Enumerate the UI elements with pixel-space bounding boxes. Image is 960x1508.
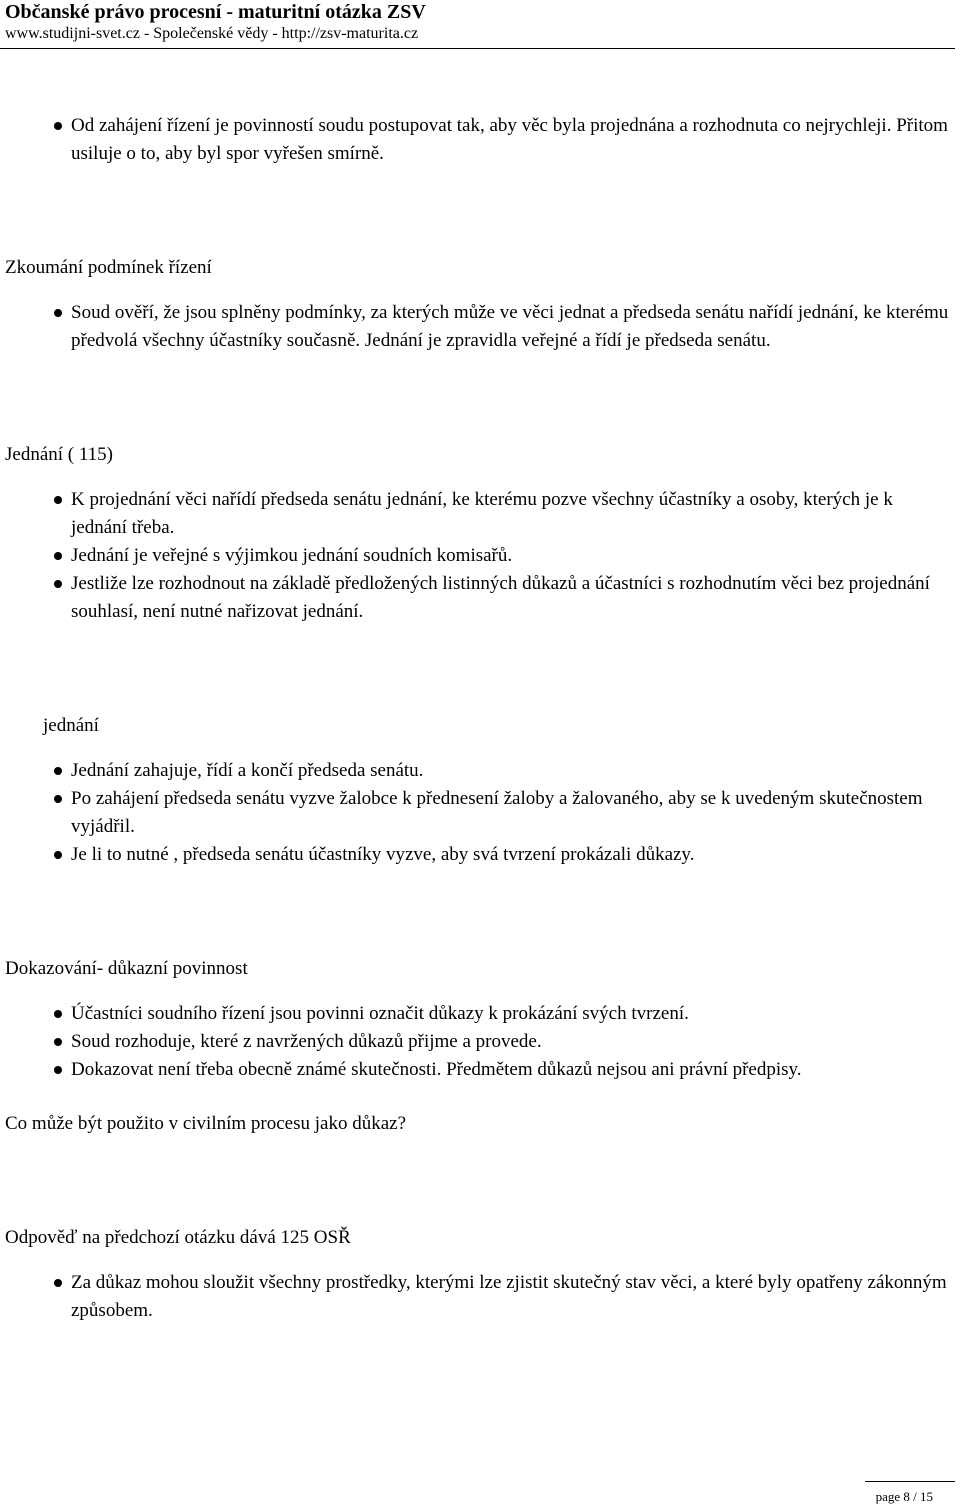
hearing-list — [5, 757, 950, 869]
document-title: Občanské právo procesní - maturitní otázka ZSV — [5, 1, 426, 23]
list-item: Účastníci soudního řízení jsou povinni označit důkazy k prokázání svých tvrzení. — [5, 1000, 950, 1028]
list-item: Dokazovat není třeba obecně známé skutečnosti. Předmětem důkazů nejsou ani právní předpisy. — [5, 1056, 950, 1084]
answer-list — [5, 1269, 950, 1325]
section-heading-evidence: Dokazování- důkazní povinnost — [5, 958, 248, 979]
list-item: Jednání je veřejné s výjimkou jednání soudních komisařů. — [5, 542, 950, 570]
list-item: Jestliže lze rozhodnout na základě předložených listinných důkazů a účastníci s rozhodnutím věci bez projednání souhlasí, není nutné nařizovat jednání. — [5, 570, 950, 626]
list-item: Je li to nutné , předseda senátu účastníky vyzve, aby svá tvrzení prokázali důkazy. — [5, 841, 950, 869]
section-heading-hearing-115: Jednání ( 115) — [5, 444, 113, 465]
list-item: Za důkaz mohou sloužit všechny prostředky, kterými lze zjistit skutečný stav věci, a které byly opatřeny zákonným způsobem. — [5, 1269, 950, 1325]
footer-divider — [865, 1481, 955, 1482]
section-heading-conditions: Zkoumání podmínek řízení — [5, 257, 212, 278]
evidence-list — [5, 1000, 950, 1084]
document-source-line: www.studijni-svet.cz - Společenské vědy - http://zsv-maturita.cz — [5, 25, 419, 42]
list-item: Soud ověří, že jsou splněny podmínky, za kterých může ve věci jednat a předseda senátu nařídí jednání, ke kterému předvolá všechny účastníky současně. Jednání je zpravidla veřejné a řídí je předseda senátu. — [5, 299, 950, 355]
intro-list — [5, 112, 950, 168]
hearing-115-list — [5, 486, 950, 626]
list-item: Po zahájení předseda senátu vyzve žalobce k přednesení žaloby a žalovaného, aby se k uvedeným skutečnostem vyjádřil. — [5, 785, 950, 841]
list-item: K projednání věci nařídí předseda senátu jednání, ke kterému pozve všechny účastníky a osoby, kterých je k jednání třeba. — [5, 486, 950, 542]
section-heading-answer: Odpověď na předchozí otázku dává 125 OSŘ — [5, 1227, 351, 1248]
conditions-list — [5, 299, 950, 355]
section-heading-hearing: jednání — [43, 715, 99, 736]
page-number: page 8 / 15 — [875, 1489, 933, 1504]
list-item: Jednání zahajuje, řídí a končí předseda senátu. — [5, 757, 950, 785]
evidence-question: Co může být použito v civilním procesu jako důkaz? — [5, 1113, 407, 1134]
header-divider — [0, 48, 955, 49]
list-item: Od zahájení řízení je povinností soudu postupovat tak, aby věc byla projednána a rozhodnuta co nejrychleji. Přitom usiluje o to, aby byl spor vyřešen smírně. — [5, 112, 950, 168]
list-item: Soud rozhoduje, které z navržených důkazů přijme a provede. — [5, 1028, 950, 1056]
document-body — [5, 112, 950, 1325]
page-header — [5, 0, 955, 44]
